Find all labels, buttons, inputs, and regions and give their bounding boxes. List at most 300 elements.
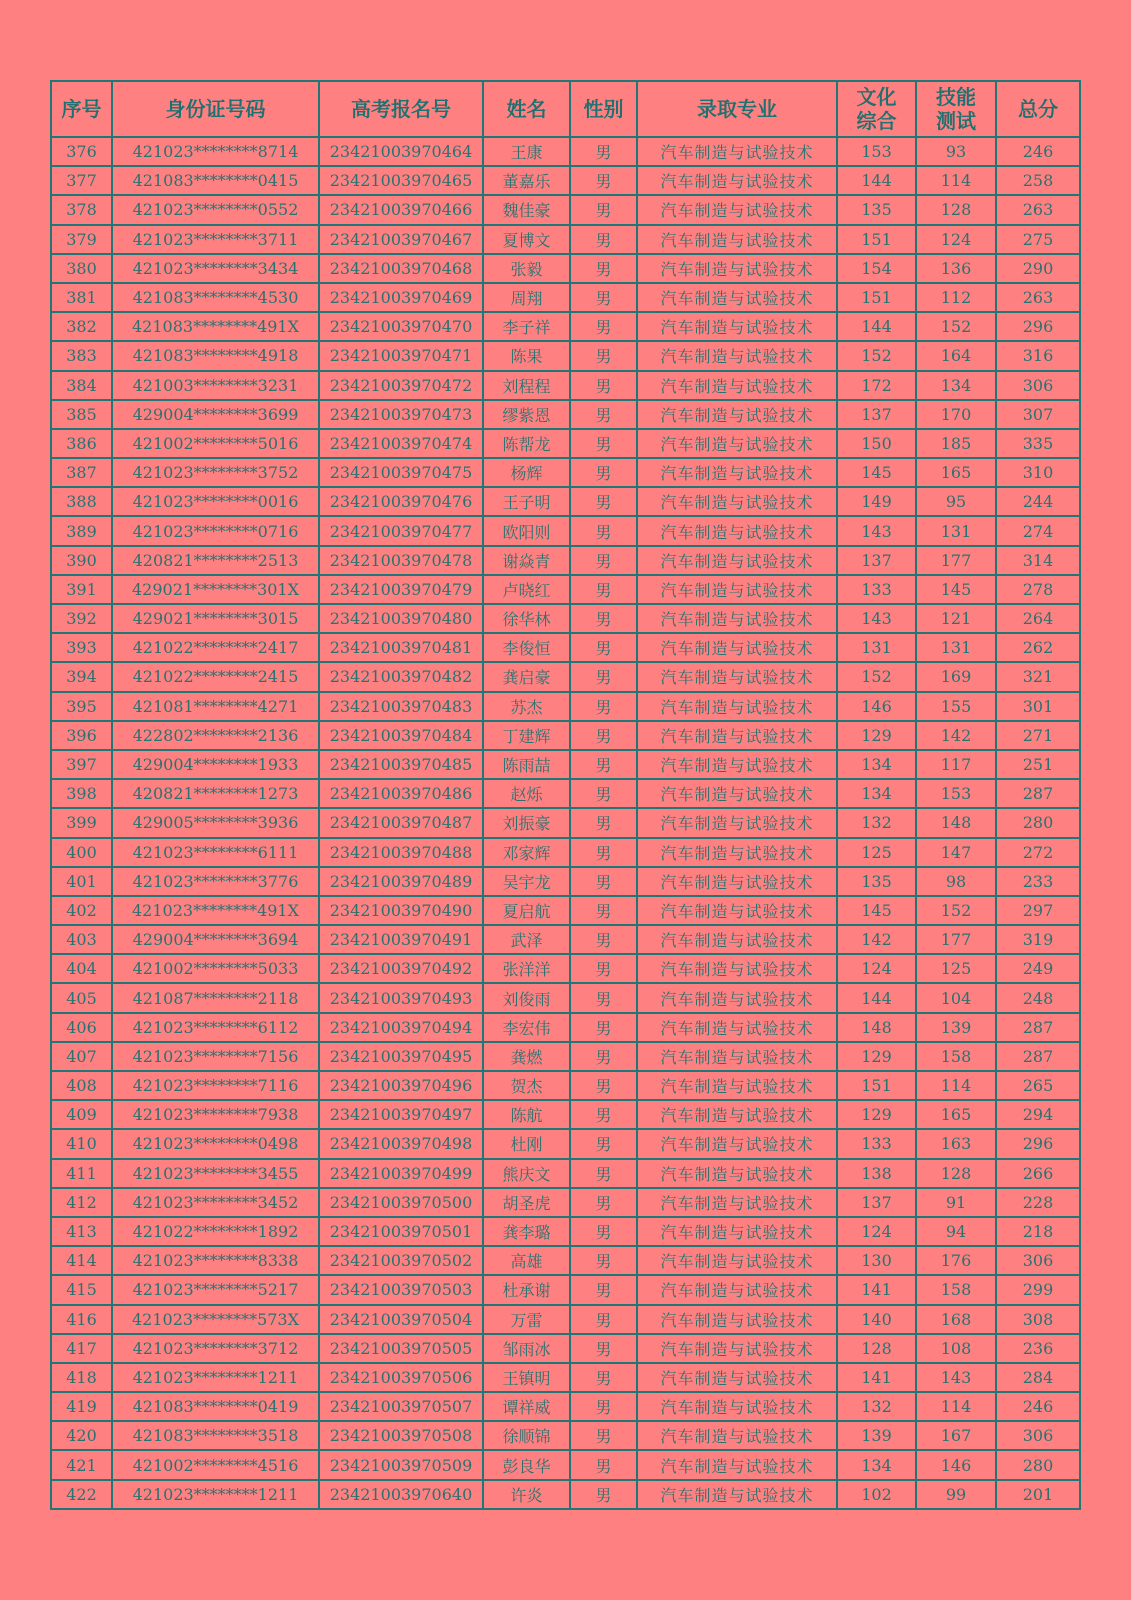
cell-exam-number: 23421003970475 [319, 458, 483, 487]
cell-major: 汽车制造与试验技术 [637, 1450, 837, 1479]
cell-exam-number: 23421003970464 [319, 137, 483, 166]
cell-id-number: 421023********7938 [112, 1100, 319, 1129]
cell-culture-score: 102 [837, 1480, 916, 1509]
table-body [51, 137, 1080, 1509]
table-row [51, 225, 1080, 254]
cell-major: 汽车制造与试验技术 [637, 1421, 837, 1450]
cell-name: 陈帮龙 [483, 429, 570, 458]
table-row [51, 779, 1080, 808]
header-seq: 序号 [51, 81, 112, 137]
cell-gender: 男 [570, 779, 637, 808]
cell-exam-number: 23421003970477 [319, 516, 483, 545]
cell-seq: 397 [51, 750, 112, 779]
cell-gender: 男 [570, 1480, 637, 1509]
cell-major: 汽车制造与试验技术 [637, 1100, 837, 1129]
cell-total-score: 266 [996, 1159, 1080, 1188]
cell-culture-score: 152 [837, 341, 916, 370]
cell-gender: 男 [570, 1100, 637, 1129]
cell-total-score: 287 [996, 1013, 1080, 1042]
cell-major: 汽车制造与试验技术 [637, 633, 837, 662]
cell-name: 龚燃 [483, 1042, 570, 1071]
cell-id-number: 420821********2513 [112, 546, 319, 575]
cell-gender: 男 [570, 1363, 637, 1392]
cell-id-number: 421023********8714 [112, 137, 319, 166]
table-row [51, 546, 1080, 575]
table-row [51, 1013, 1080, 1042]
cell-gender: 男 [570, 166, 637, 195]
cell-culture-score: 131 [837, 633, 916, 662]
cell-seq: 402 [51, 896, 112, 925]
cell-name: 刘程程 [483, 371, 570, 400]
cell-major: 汽车制造与试验技术 [637, 954, 837, 983]
cell-total-score: 201 [996, 1480, 1080, 1509]
cell-seq: 412 [51, 1188, 112, 1217]
cell-gender: 男 [570, 283, 637, 312]
cell-total-score: 264 [996, 604, 1080, 633]
cell-gender: 男 [570, 225, 637, 254]
cell-name: 李子祥 [483, 312, 570, 341]
cell-skill-score: 104 [916, 983, 996, 1012]
cell-name: 杨辉 [483, 458, 570, 487]
cell-gender: 男 [570, 838, 637, 867]
cell-exam-number: 23421003970468 [319, 254, 483, 283]
cell-culture-score: 133 [837, 575, 916, 604]
cell-culture-score: 137 [837, 1188, 916, 1217]
cell-exam-number: 23421003970479 [319, 575, 483, 604]
cell-culture-score: 132 [837, 1392, 916, 1421]
cell-total-score: 274 [996, 516, 1080, 545]
cell-culture-score: 151 [837, 225, 916, 254]
cell-culture-score: 154 [837, 254, 916, 283]
cell-total-score: 248 [996, 983, 1080, 1012]
cell-name: 武泽 [483, 925, 570, 954]
cell-major: 汽车制造与试验技术 [637, 166, 837, 195]
cell-total-score: 275 [996, 225, 1080, 254]
cell-total-score: 307 [996, 400, 1080, 429]
cell-gender: 男 [570, 254, 637, 283]
cell-exam-number: 23421003970509 [319, 1450, 483, 1479]
cell-seq: 407 [51, 1042, 112, 1071]
cell-name: 张洋洋 [483, 954, 570, 983]
cell-major: 汽车制造与试验技术 [637, 341, 837, 370]
cell-skill-score: 165 [916, 1100, 996, 1129]
cell-exam-number: 23421003970467 [319, 225, 483, 254]
cell-total-score: 306 [996, 371, 1080, 400]
cell-name: 王子明 [483, 487, 570, 516]
cell-gender: 男 [570, 429, 637, 458]
cell-id-number: 421022********1892 [112, 1217, 319, 1246]
cell-total-score: 296 [996, 1129, 1080, 1158]
cell-total-score: 284 [996, 1363, 1080, 1392]
cell-major: 汽车制造与试验技术 [637, 983, 837, 1012]
cell-id-number: 421023********3452 [112, 1188, 319, 1217]
cell-gender: 男 [570, 1421, 637, 1450]
cell-culture-score: 141 [837, 1363, 916, 1392]
table-row [51, 487, 1080, 516]
cell-skill-score: 168 [916, 1305, 996, 1334]
cell-gender: 男 [570, 662, 637, 691]
cell-seq: 401 [51, 867, 112, 896]
cell-skill-score: 158 [916, 1275, 996, 1304]
cell-id-number: 421083********4918 [112, 341, 319, 370]
cell-major: 汽车制造与试验技术 [637, 546, 837, 575]
table-row [51, 896, 1080, 925]
cell-total-score: 228 [996, 1188, 1080, 1217]
cell-exam-number: 23421003970469 [319, 283, 483, 312]
cell-id-number: 421023********491X [112, 896, 319, 925]
cell-seq: 398 [51, 779, 112, 808]
table-row [51, 371, 1080, 400]
table-row [51, 1188, 1080, 1217]
header-exam-number: 高考报名号 [319, 81, 483, 137]
cell-skill-score: 128 [916, 195, 996, 224]
cell-id-number: 421023********0016 [112, 487, 319, 516]
cell-id-number: 429021********301X [112, 575, 319, 604]
table-row [51, 1421, 1080, 1450]
cell-id-number: 421023********6111 [112, 838, 319, 867]
table-row [51, 137, 1080, 166]
cell-exam-number: 23421003970476 [319, 487, 483, 516]
cell-seq: 419 [51, 1392, 112, 1421]
table-row [51, 808, 1080, 837]
cell-skill-score: 121 [916, 604, 996, 633]
cell-gender: 男 [570, 604, 637, 633]
cell-exam-number: 23421003970494 [319, 1013, 483, 1042]
cell-exam-number: 23421003970493 [319, 983, 483, 1012]
cell-exam-number: 23421003970503 [319, 1275, 483, 1304]
cell-seq: 405 [51, 983, 112, 1012]
cell-exam-number: 23421003970501 [319, 1217, 483, 1246]
cell-total-score: 290 [996, 254, 1080, 283]
cell-skill-score: 152 [916, 312, 996, 341]
cell-name: 张毅 [483, 254, 570, 283]
table-row [51, 458, 1080, 487]
cell-culture-score: 135 [837, 195, 916, 224]
cell-exam-number: 23421003970500 [319, 1188, 483, 1217]
cell-total-score: 263 [996, 283, 1080, 312]
cell-seq: 381 [51, 283, 112, 312]
table-row [51, 838, 1080, 867]
cell-gender: 男 [570, 721, 637, 750]
cell-major: 汽车制造与试验技术 [637, 371, 837, 400]
cell-exam-number: 23421003970465 [319, 166, 483, 195]
cell-culture-score: 139 [837, 1421, 916, 1450]
table-row [51, 254, 1080, 283]
cell-id-number: 429004********3699 [112, 400, 319, 429]
cell-total-score: 296 [996, 312, 1080, 341]
cell-exam-number: 23421003970489 [319, 867, 483, 896]
cell-total-score: 263 [996, 195, 1080, 224]
cell-seq: 414 [51, 1246, 112, 1275]
cell-name: 刘俊雨 [483, 983, 570, 1012]
cell-major: 汽车制造与试验技术 [637, 867, 837, 896]
cell-total-score: 308 [996, 1305, 1080, 1334]
cell-seq: 388 [51, 487, 112, 516]
cell-culture-score: 134 [837, 779, 916, 808]
table-row [51, 1246, 1080, 1275]
cell-seq: 385 [51, 400, 112, 429]
table-row [51, 1450, 1080, 1479]
cell-name: 龚李璐 [483, 1217, 570, 1246]
cell-name: 徐顺锦 [483, 1421, 570, 1450]
cell-skill-score: 131 [916, 516, 996, 545]
cell-skill-score: 164 [916, 341, 996, 370]
cell-name: 邹雨冰 [483, 1334, 570, 1363]
cell-skill-score: 153 [916, 779, 996, 808]
cell-name: 吴宇龙 [483, 867, 570, 896]
cell-skill-score: 99 [916, 1480, 996, 1509]
cell-major: 汽车制造与试验技术 [637, 1217, 837, 1246]
cell-gender: 男 [570, 808, 637, 837]
cell-skill-score: 148 [916, 808, 996, 837]
cell-id-number: 421023********0498 [112, 1129, 319, 1158]
cell-skill-score: 114 [916, 1392, 996, 1421]
table-row [51, 575, 1080, 604]
cell-seq: 390 [51, 546, 112, 575]
header-major: 录取专业 [637, 81, 837, 137]
cell-seq: 382 [51, 312, 112, 341]
cell-total-score: 319 [996, 925, 1080, 954]
cell-exam-number: 23421003970499 [319, 1159, 483, 1188]
cell-name: 陈航 [483, 1100, 570, 1129]
cell-skill-score: 142 [916, 721, 996, 750]
cell-id-number: 421023********1211 [112, 1480, 319, 1509]
cell-culture-score: 153 [837, 137, 916, 166]
cell-culture-score: 143 [837, 516, 916, 545]
cell-exam-number: 23421003970496 [319, 1071, 483, 1100]
cell-gender: 男 [570, 692, 637, 721]
cell-name: 许炎 [483, 1480, 570, 1509]
cell-major: 汽车制造与试验技术 [637, 283, 837, 312]
cell-seq: 421 [51, 1450, 112, 1479]
table-row [51, 633, 1080, 662]
cell-gender: 男 [570, 633, 637, 662]
cell-total-score: 278 [996, 575, 1080, 604]
cell-gender: 男 [570, 1071, 637, 1100]
cell-exam-number: 23421003970508 [319, 1421, 483, 1450]
cell-id-number: 421022********2417 [112, 633, 319, 662]
cell-major: 汽车制造与试验技术 [637, 750, 837, 779]
cell-seq: 400 [51, 838, 112, 867]
cell-major: 汽车制造与试验技术 [637, 1334, 837, 1363]
cell-total-score: 335 [996, 429, 1080, 458]
cell-id-number: 420821********1273 [112, 779, 319, 808]
table-row [51, 692, 1080, 721]
table-row [51, 400, 1080, 429]
cell-seq: 399 [51, 808, 112, 837]
cell-id-number: 421023********3711 [112, 225, 319, 254]
table-row [51, 195, 1080, 224]
cell-culture-score: 149 [837, 487, 916, 516]
cell-total-score: 246 [996, 137, 1080, 166]
cell-skill-score: 177 [916, 546, 996, 575]
table-row [51, 983, 1080, 1012]
header-id-number: 身份证号码 [112, 81, 319, 137]
cell-exam-number: 23421003970474 [319, 429, 483, 458]
cell-culture-score: 130 [837, 1246, 916, 1275]
cell-skill-score: 185 [916, 429, 996, 458]
cell-exam-number: 23421003970466 [319, 195, 483, 224]
cell-exam-number: 23421003970478 [319, 546, 483, 575]
cell-gender: 男 [570, 400, 637, 429]
cell-culture-score: 150 [837, 429, 916, 458]
table-row [51, 1392, 1080, 1421]
cell-id-number: 421083********4530 [112, 283, 319, 312]
cell-skill-score: 98 [916, 867, 996, 896]
cell-total-score: 310 [996, 458, 1080, 487]
cell-total-score: 314 [996, 546, 1080, 575]
cell-id-number: 421023********6112 [112, 1013, 319, 1042]
cell-culture-score: 129 [837, 1100, 916, 1129]
cell-skill-score: 124 [916, 225, 996, 254]
cell-name: 董嘉乐 [483, 166, 570, 195]
cell-seq: 417 [51, 1334, 112, 1363]
cell-major: 汽车制造与试验技术 [637, 458, 837, 487]
table-row [51, 604, 1080, 633]
cell-skill-score: 158 [916, 1042, 996, 1071]
cell-exam-number: 23421003970483 [319, 692, 483, 721]
table-row [51, 1363, 1080, 1392]
cell-culture-score: 151 [837, 1071, 916, 1100]
cell-culture-score: 125 [837, 838, 916, 867]
cell-skill-score: 114 [916, 166, 996, 195]
cell-skill-score: 147 [916, 838, 996, 867]
cell-total-score: 306 [996, 1421, 1080, 1450]
cell-seq: 392 [51, 604, 112, 633]
cell-total-score: 244 [996, 487, 1080, 516]
cell-id-number: 421002********5016 [112, 429, 319, 458]
cell-exam-number: 23421003970484 [319, 721, 483, 750]
cell-name: 徐华林 [483, 604, 570, 633]
cell-major: 汽车制造与试验技术 [637, 1188, 837, 1217]
cell-major: 汽车制造与试验技术 [637, 1071, 837, 1100]
cell-major: 汽车制造与试验技术 [637, 1042, 837, 1071]
cell-gender: 男 [570, 546, 637, 575]
cell-name: 缪紫恩 [483, 400, 570, 429]
cell-total-score: 316 [996, 341, 1080, 370]
cell-exam-number: 23421003970506 [319, 1363, 483, 1392]
cell-name: 谢焱青 [483, 546, 570, 575]
cell-major: 汽车制造与试验技术 [637, 692, 837, 721]
cell-culture-score: 137 [837, 400, 916, 429]
cell-culture-score: 144 [837, 166, 916, 195]
cell-seq: 383 [51, 341, 112, 370]
cell-gender: 男 [570, 983, 637, 1012]
table-row [51, 1480, 1080, 1509]
cell-major: 汽车制造与试验技术 [637, 662, 837, 691]
cell-seq: 408 [51, 1071, 112, 1100]
table-row [51, 516, 1080, 545]
cell-exam-number: 23421003970488 [319, 838, 483, 867]
cell-total-score: 271 [996, 721, 1080, 750]
cell-seq: 411 [51, 1159, 112, 1188]
table-row [51, 721, 1080, 750]
cell-gender: 男 [570, 1013, 637, 1042]
cell-total-score: 265 [996, 1071, 1080, 1100]
cell-skill-score: 95 [916, 487, 996, 516]
cell-gender: 男 [570, 1129, 637, 1158]
cell-culture-score: 124 [837, 954, 916, 983]
cell-culture-score: 148 [837, 1013, 916, 1042]
cell-total-score: 280 [996, 808, 1080, 837]
cell-exam-number: 23421003970482 [319, 662, 483, 691]
cell-id-number: 421023********5217 [112, 1275, 319, 1304]
cell-gender: 男 [570, 1334, 637, 1363]
cell-seq: 406 [51, 1013, 112, 1042]
cell-skill-score: 176 [916, 1246, 996, 1275]
cell-id-number: 421002********4516 [112, 1450, 319, 1479]
cell-name: 邓家辉 [483, 838, 570, 867]
cell-total-score: 297 [996, 896, 1080, 925]
cell-major: 汽车制造与试验技术 [637, 1480, 837, 1509]
cell-culture-score: 124 [837, 1217, 916, 1246]
cell-seq: 378 [51, 195, 112, 224]
cell-total-score: 294 [996, 1100, 1080, 1129]
cell-id-number: 421022********2415 [112, 662, 319, 691]
cell-id-number: 429004********1933 [112, 750, 319, 779]
cell-id-number: 421081********4271 [112, 692, 319, 721]
cell-seq: 422 [51, 1480, 112, 1509]
cell-total-score: 236 [996, 1334, 1080, 1363]
cell-gender: 男 [570, 371, 637, 400]
cell-id-number: 421023********3752 [112, 458, 319, 487]
table-row [51, 283, 1080, 312]
cell-culture-score: 135 [837, 867, 916, 896]
cell-name: 欧阳则 [483, 516, 570, 545]
cell-name: 夏博文 [483, 225, 570, 254]
cell-exam-number: 23421003970640 [319, 1480, 483, 1509]
table-row [51, 1100, 1080, 1129]
cell-gender: 男 [570, 1217, 637, 1246]
cell-culture-score: 151 [837, 283, 916, 312]
cell-culture-score: 138 [837, 1159, 916, 1188]
table-row [51, 954, 1080, 983]
cell-culture-score: 137 [837, 546, 916, 575]
cell-exam-number: 23421003970507 [319, 1392, 483, 1421]
cell-total-score: 249 [996, 954, 1080, 983]
cell-seq: 415 [51, 1275, 112, 1304]
cell-skill-score: 152 [916, 896, 996, 925]
cell-gender: 男 [570, 867, 637, 896]
cell-skill-score: 139 [916, 1013, 996, 1042]
cell-gender: 男 [570, 1275, 637, 1304]
cell-id-number: 421023********3776 [112, 867, 319, 896]
cell-name: 陈雨喆 [483, 750, 570, 779]
cell-name: 贺杰 [483, 1071, 570, 1100]
cell-seq: 413 [51, 1217, 112, 1246]
cell-major: 汽车制造与试验技术 [637, 1246, 837, 1275]
cell-total-score: 258 [996, 166, 1080, 195]
cell-gender: 男 [570, 1305, 637, 1334]
cell-skill-score: 145 [916, 575, 996, 604]
cell-major: 汽车制造与试验技术 [637, 925, 837, 954]
cell-gender: 男 [570, 195, 637, 224]
cell-skill-score: 155 [916, 692, 996, 721]
cell-culture-score: 134 [837, 1450, 916, 1479]
cell-id-number: 421083********3518 [112, 1421, 319, 1450]
cell-seq: 379 [51, 225, 112, 254]
cell-exam-number: 23421003970491 [319, 925, 483, 954]
cell-seq: 377 [51, 166, 112, 195]
cell-gender: 男 [570, 1392, 637, 1421]
cell-total-score: 287 [996, 1042, 1080, 1071]
cell-id-number: 421023********573X [112, 1305, 319, 1334]
cell-name: 杜刚 [483, 1129, 570, 1158]
cell-gender: 男 [570, 1159, 637, 1188]
cell-name: 李俊恒 [483, 633, 570, 662]
header-row [51, 81, 1080, 137]
cell-name: 魏佳豪 [483, 195, 570, 224]
